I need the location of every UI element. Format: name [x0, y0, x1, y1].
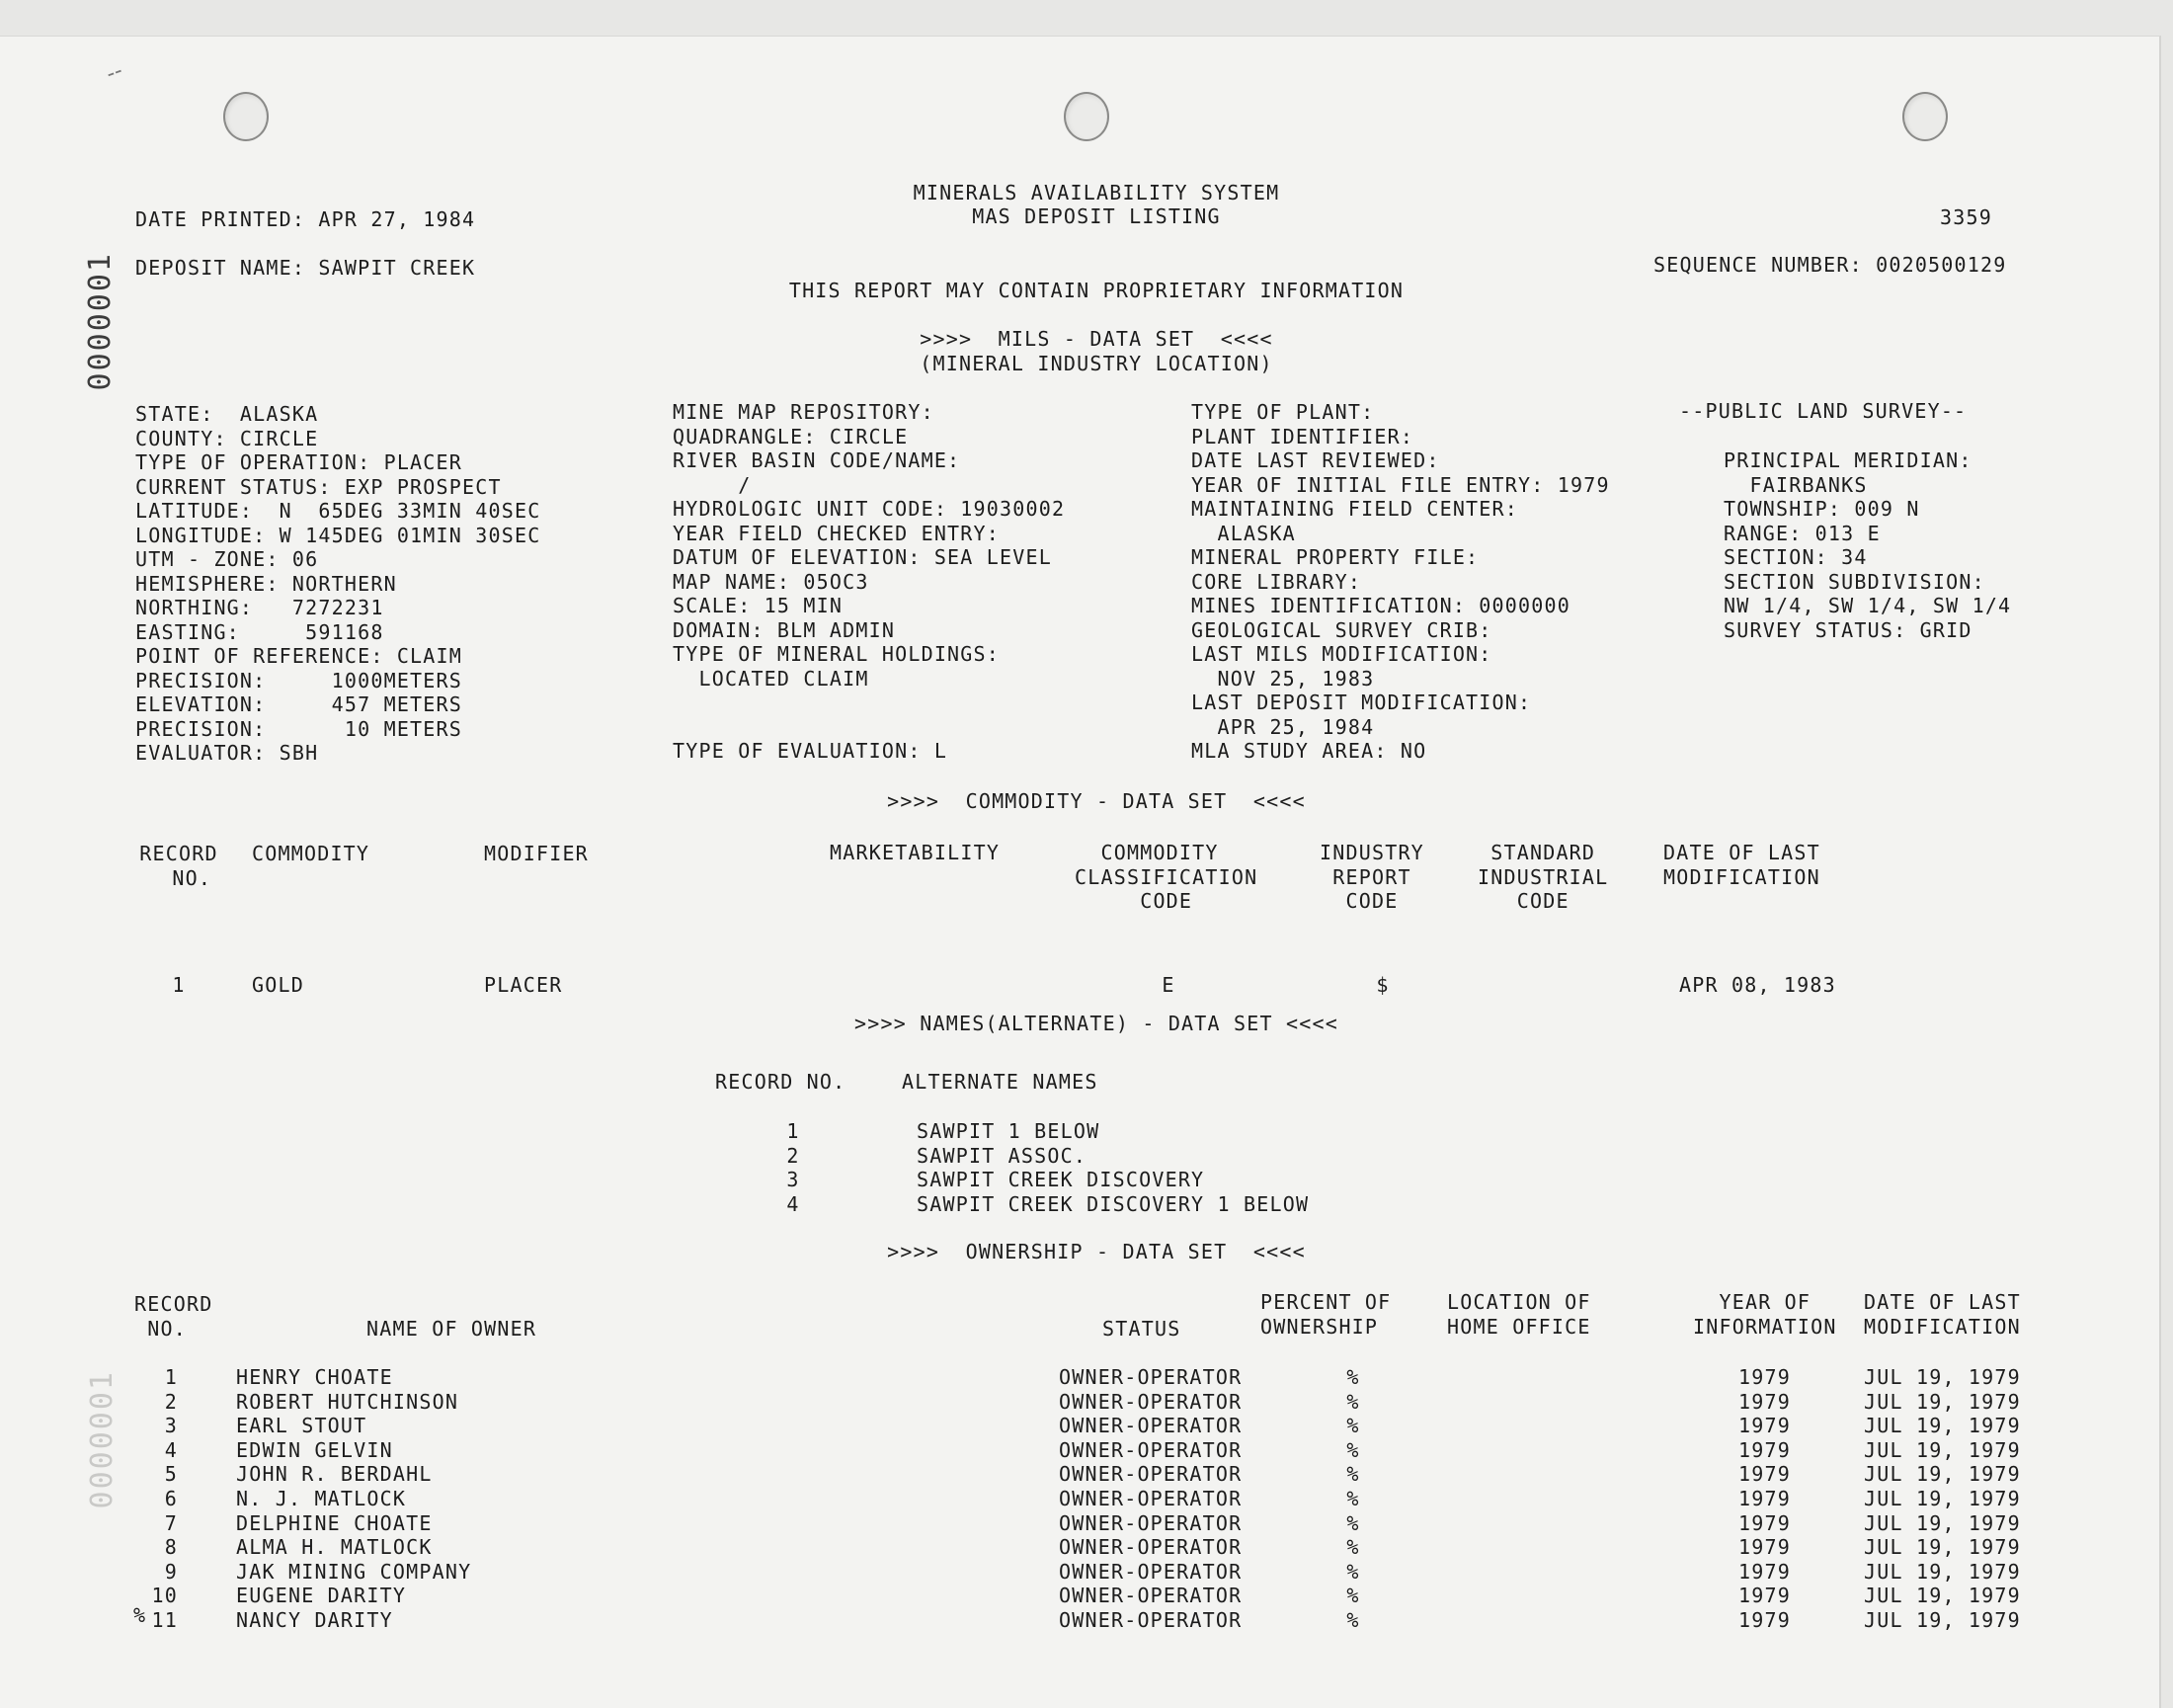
mils-administration-field: MAINTAINING FIELD CENTER: — [1191, 497, 1519, 521]
mils-public-land-survey-field: NW 1/4, SW 1/4, SW 1/4 — [1724, 594, 2012, 617]
mils-administration-field: MINES IDENTIFICATION: 0000000 — [1191, 594, 1570, 617]
owner-row — [0, 1511, 2159, 1536]
owner-name: EDWIN GELVIN — [236, 1437, 393, 1462]
alternate-name-row — [0, 1144, 2159, 1169]
sequence-number: SEQUENCE NUMBER: 0020500129 — [1653, 253, 2007, 277]
ownership-header-percent: PERCENT OF OWNERSHIP — [1260, 1290, 1392, 1339]
owner-year: 1979 — [1738, 1559, 1791, 1584]
mils-geography-field: TYPE OF MINERAL HOLDINGS: — [673, 642, 1001, 666]
owner-record-no: 5 — [164, 1462, 178, 1487]
owner-row — [0, 1438, 2159, 1463]
owner-percent: % — [1346, 1487, 1360, 1510]
mils-location-field: PRECISION: 1000METERS — [135, 668, 463, 692]
owner-year: 1979 — [1738, 1365, 1791, 1389]
alternate-name-row — [0, 1168, 2159, 1192]
mils-geography-field: MAP NAME: 05OC3 — [673, 569, 869, 594]
mils-location-field: STATE: ALASKA — [135, 402, 319, 426]
mils-location-field: ELEVATION: 457 METERS — [135, 692, 463, 716]
pencil-mark: ‐‐ — [103, 58, 126, 87]
owner-name: DELPHINE CHOATE — [236, 1510, 433, 1535]
owner-name: ALMA H. MATLOCK — [236, 1535, 433, 1560]
ownership-footnote: % — [133, 1603, 147, 1627]
owner-percent: % — [1346, 1559, 1360, 1584]
owner-year: 1979 — [1738, 1414, 1791, 1438]
owner-record-no: 10 — [151, 1584, 178, 1608]
names-header-record: RECORD NO. — [715, 1070, 846, 1094]
mils-location-field: COUNTY: CIRCLE — [135, 426, 319, 450]
mils-administration-field: PLANT IDENTIFIER: — [1191, 424, 1414, 448]
owner-row — [0, 1584, 2159, 1608]
mils-geography-field: HYDROLOGIC UNIT CODE: 19030002 — [673, 497, 1066, 521]
alternate-name: SAWPIT CREEK DISCOVERY 1 BELOW — [917, 1191, 1310, 1216]
mils-geography-field: TYPE OF EVALUATION: L — [673, 739, 948, 763]
owner-modification-date: JUL 19, 1979 — [1864, 1414, 2021, 1438]
owner-modification-date: JUL 19, 1979 — [1864, 1462, 2021, 1487]
alternate-name: SAWPIT 1 BELOW — [917, 1119, 1100, 1143]
commodity-classification-code: E — [1162, 973, 1175, 997]
alternate-name: SAWPIT ASSOC. — [917, 1143, 1087, 1168]
commodity-modification-date: APR 08, 1983 — [1679, 973, 1836, 997]
owner-status: OWNER-OPERATOR — [1059, 1462, 1243, 1487]
owner-record-no: 4 — [164, 1437, 178, 1462]
owner-row — [0, 1608, 2159, 1633]
owner-percent: % — [1346, 1608, 1360, 1632]
date-printed: DATE PRINTED: APR 27, 1984 — [135, 207, 476, 231]
mils-administration-field: YEAR OF INITIAL FILE ENTRY: 1979 — [1191, 472, 1610, 497]
mils-geography-field: RIVER BASIN CODE/NAME: — [673, 448, 961, 472]
page-number: 3359 — [1940, 205, 1992, 229]
owner-record-no: 11 — [151, 1608, 178, 1632]
alternate-name: SAWPIT CREEK DISCOVERY — [917, 1168, 1205, 1191]
mils-administration-field: DATE LAST REVIEWED: — [1191, 448, 1440, 472]
listing-title: MAS DEPOSIT LISTING — [972, 204, 1221, 228]
owner-row — [0, 1462, 2159, 1487]
mils-location-field: HEMISPHERE: NORTHERN — [135, 571, 397, 596]
binder-hole-center — [1064, 92, 1109, 141]
public-land-survey-title: --PUBLIC LAND SURVEY-- — [1679, 399, 1968, 423]
owner-modification-date: JUL 19, 1979 — [1864, 1510, 2021, 1535]
mils-location-field: UTM - ZONE: 06 — [135, 547, 319, 571]
owner-record-no: 2 — [164, 1389, 178, 1414]
owner-name: ROBERT HUTCHINSON — [236, 1389, 459, 1414]
owner-name: N. J. MATLOCK — [236, 1487, 407, 1510]
alternate-name-record-no: 2 — [786, 1143, 800, 1168]
owner-row — [0, 1365, 2159, 1390]
commodity-industry-code: $ — [1376, 973, 1390, 997]
ownership-title: >>>> OWNERSHIP - DATA SET <<<< — [887, 1240, 1306, 1263]
owner-name: EUGENE DARITY — [236, 1584, 407, 1608]
commodity-row — [0, 973, 2159, 998]
owner-row — [0, 1560, 2159, 1585]
mils-location-field: EVALUATOR: SBH — [135, 741, 319, 765]
alternate-name-record-no: 3 — [786, 1168, 800, 1191]
mils-administration-field: GEOLOGICAL SURVEY CRIB: — [1191, 617, 1492, 642]
alternate-name-record-no: 1 — [786, 1119, 800, 1143]
owner-record-no: 8 — [164, 1535, 178, 1560]
mils-geography-field: DOMAIN: BLM ADMIN — [673, 617, 896, 642]
names-title: >>>> NAMES(ALTERNATE) - DATA SET <<<< — [854, 1012, 1338, 1035]
owner-record-no: 7 — [164, 1510, 178, 1535]
commodity-header-marketability: MARKETABILITY — [830, 841, 1001, 864]
owner-record-no: 3 — [164, 1414, 178, 1438]
owner-year: 1979 — [1738, 1487, 1791, 1510]
mils-administration-field: LAST DEPOSIT MODIFICATION: — [1191, 691, 1532, 714]
proprietary-notice: THIS REPORT MAY CONTAIN PROPRIETARY INFORMATION — [788, 279, 1405, 302]
frame-number-stamp: 0000001 — [83, 252, 118, 391]
owner-year: 1979 — [1738, 1584, 1791, 1608]
ownership-header-record: RECORD NO. — [134, 1292, 213, 1341]
ownership-header-status: STATUS — [1102, 1317, 1181, 1341]
alternate-name-row — [0, 1119, 2159, 1144]
owner-modification-date: JUL 19, 1979 — [1864, 1608, 2021, 1632]
binder-hole-right — [1902, 92, 1948, 141]
mils-geography-field: / — [673, 472, 752, 497]
mils-public-land-survey-field: TOWNSHIP: 009 N — [1724, 497, 1920, 521]
system-title: MINERALS AVAILABILITY SYSTEM — [913, 181, 1280, 204]
owner-record-no: 6 — [164, 1487, 178, 1510]
owner-row — [0, 1535, 2159, 1560]
ownership-header-name: NAME OF OWNER — [366, 1317, 537, 1341]
owner-modification-date: JUL 19, 1979 — [1864, 1389, 2021, 1414]
owner-status: OWNER-OPERATOR — [1059, 1608, 1243, 1632]
ownership-header-year: YEAR OF INFORMATION — [1693, 1290, 1837, 1339]
owner-status: OWNER-OPERATOR — [1059, 1389, 1243, 1414]
deposit-name: DEPOSIT NAME: SAWPIT CREEK — [135, 256, 476, 280]
mils-public-land-survey-field: RANGE: 013 E — [1724, 521, 1881, 545]
binder-hole-left — [223, 92, 269, 141]
ownership-header-location: LOCATION OF HOME OFFICE — [1447, 1290, 1591, 1339]
alternate-name-record-no: 4 — [786, 1191, 800, 1216]
mils-geography-field: DATUM OF ELEVATION: SEA LEVEL — [673, 545, 1052, 569]
owner-row — [0, 1487, 2159, 1511]
commodity-header-date: DATE OF LAST MODIFICATION — [1663, 841, 1820, 889]
mils-location-field: TYPE OF OPERATION: PLACER — [135, 450, 463, 474]
owner-percent: % — [1346, 1510, 1360, 1535]
ownership-header-date: DATE OF LAST MODIFICATION — [1864, 1290, 2021, 1339]
commodity-header-modifier: MODIFIER — [484, 842, 589, 865]
owner-status: OWNER-OPERATOR — [1059, 1535, 1243, 1560]
commodity-title: >>>> COMMODITY - DATA SET <<<< — [887, 789, 1306, 813]
owner-record-no: 1 — [164, 1365, 178, 1389]
mils-subtitle: (MINERAL INDUSTRY LOCATION) — [920, 352, 1273, 375]
owner-status: OWNER-OPERATOR — [1059, 1365, 1243, 1389]
commodity-header-sic-code: STANDARD INDUSTRIAL CODE — [1478, 841, 1609, 913]
owner-status: OWNER-OPERATOR — [1059, 1584, 1243, 1608]
owner-percent: % — [1346, 1462, 1360, 1487]
owner-row — [0, 1414, 2159, 1438]
owner-year: 1979 — [1738, 1437, 1791, 1462]
commodity-header-industry-code: INDUSTRY REPORT CODE — [1320, 841, 1424, 913]
mils-location-field: LATITUDE: N 65DEG 33MIN 40SEC — [135, 499, 541, 523]
owner-year: 1979 — [1738, 1535, 1791, 1560]
owner-modification-date: JUL 19, 1979 — [1864, 1437, 2021, 1462]
owner-record-no: 9 — [164, 1559, 178, 1584]
owner-modification-date: JUL 19, 1979 — [1864, 1487, 2021, 1510]
mils-public-land-survey-field: SURVEY STATUS: GRID — [1724, 617, 1972, 642]
owner-percent: % — [1346, 1414, 1360, 1438]
mils-public-land-survey-field: SECTION SUBDIVISION: — [1724, 569, 1985, 594]
names-header-alternate-names: ALTERNATE NAMES — [902, 1070, 1098, 1094]
mils-location-field: POINT OF REFERENCE: CLAIM — [135, 644, 463, 668]
owner-name: EARL STOUT — [236, 1414, 367, 1438]
mils-geography-field: MINE MAP REPOSITORY: — [673, 400, 934, 424]
commodity-header-commodity: COMMODITY — [252, 842, 370, 865]
mils-administration-field: CORE LIBRARY: — [1191, 569, 1362, 594]
owner-percent: % — [1346, 1535, 1360, 1560]
commodity-header-classification: COMMODITY CLASSIFICATION CODE — [1075, 841, 1258, 913]
owner-status: OWNER-OPERATOR — [1059, 1487, 1243, 1510]
printout-page — [0, 36, 2161, 1708]
owner-percent: % — [1346, 1389, 1360, 1414]
commodity-record-no: 1 — [172, 973, 186, 997]
owner-year: 1979 — [1738, 1462, 1791, 1487]
owner-percent: % — [1346, 1584, 1360, 1608]
owner-year: 1979 — [1738, 1510, 1791, 1535]
mils-administration-field: ALASKA — [1191, 521, 1296, 545]
owner-name: HENRY CHOATE — [236, 1365, 393, 1389]
mils-administration-field: MINERAL PROPERTY FILE: — [1191, 545, 1480, 569]
commodity-modifier: PLACER — [484, 973, 563, 997]
commodity-name: GOLD — [252, 973, 304, 997]
mils-location-field: CURRENT STATUS: EXP PROSPECT — [135, 474, 502, 499]
owner-status: OWNER-OPERATOR — [1059, 1510, 1243, 1535]
owner-percent: % — [1346, 1365, 1360, 1389]
mils-administration-field: APR 25, 1984 — [1191, 714, 1375, 739]
owner-name: JOHN R. BERDAHL — [236, 1462, 433, 1487]
mils-public-land-survey-field: PRINCIPAL MERIDIAN: — [1724, 448, 1972, 472]
owner-modification-date: JUL 19, 1979 — [1864, 1365, 2021, 1389]
owner-modification-date: JUL 19, 1979 — [1864, 1584, 2021, 1608]
mils-administration-field: NOV 25, 1983 — [1191, 666, 1375, 691]
owner-modification-date: JUL 19, 1979 — [1864, 1535, 2021, 1560]
mils-location-field: PRECISION: 10 METERS — [135, 716, 463, 741]
mils-geography-field: YEAR FIELD CHECKED ENTRY: — [673, 521, 1001, 545]
mils-public-land-survey-field: SECTION: 34 — [1724, 545, 1868, 569]
mils-location-field: LONGITUDE: W 145DEG 01MIN 30SEC — [135, 523, 541, 547]
mils-location-field: EASTING: 591168 — [135, 619, 384, 644]
alternate-name-row — [0, 1192, 2159, 1217]
mils-geography-field: SCALE: 15 MIN — [673, 594, 844, 617]
owner-row — [0, 1390, 2159, 1415]
owner-name: JAK MINING COMPANY — [236, 1559, 472, 1584]
commodity-header-record: RECORD NO. — [139, 842, 218, 890]
mils-geography-field: LOCATED CLAIM — [673, 666, 869, 691]
owner-year: 1979 — [1738, 1389, 1791, 1414]
mils-location-field: NORTHING: 7272231 — [135, 596, 384, 619]
mils-title: >>>> MILS - DATA SET <<<< — [920, 327, 1273, 351]
owner-status: OWNER-OPERATOR — [1059, 1437, 1243, 1462]
owner-modification-date: JUL 19, 1979 — [1864, 1559, 2021, 1584]
owner-name: NANCY DARITY — [236, 1608, 393, 1632]
owner-status: OWNER-OPERATOR — [1059, 1414, 1243, 1438]
mils-geography-field: QUADRANGLE: CIRCLE — [673, 424, 909, 448]
mils-public-land-survey-field: FAIRBANKS — [1724, 472, 1868, 497]
owner-year: 1979 — [1738, 1608, 1791, 1632]
frame-number-stamp-faint: 0000001 — [85, 1370, 120, 1509]
mils-administration-field: TYPE OF PLANT: — [1191, 400, 1375, 424]
owner-percent: % — [1346, 1437, 1360, 1462]
mils-administration-field: MLA STUDY AREA: NO — [1191, 739, 1427, 763]
owner-status: OWNER-OPERATOR — [1059, 1559, 1243, 1584]
mils-administration-field: LAST MILS MODIFICATION: — [1191, 642, 1492, 666]
